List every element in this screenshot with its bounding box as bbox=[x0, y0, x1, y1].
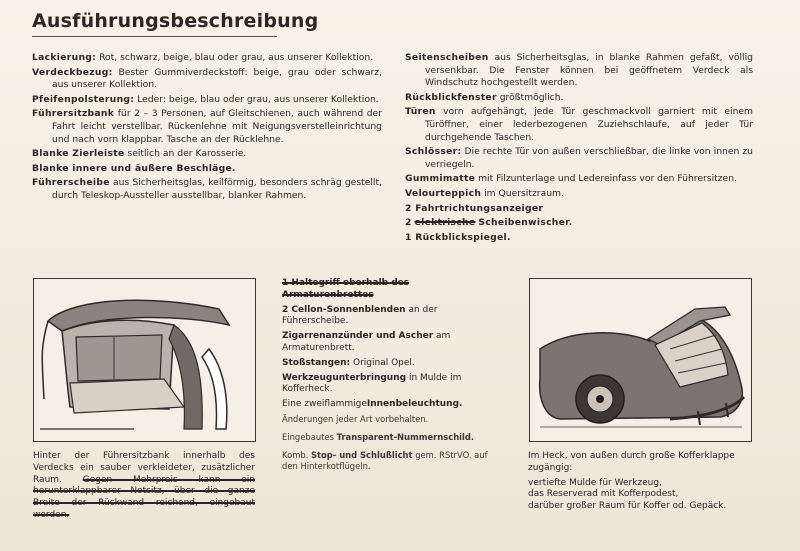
spec-tueren: Türen vorn aufgehängt, jede Tür geschmackvoll garniert mit einem Türöffner, einer lederbezogenen Zuziehschlaufe, auf jeder Tür durchgehende Taschen. bbox=[405, 106, 753, 143]
title-underline bbox=[32, 36, 277, 37]
spec-zierleiste: Blanke Zierleiste seitlich an der Karosserie. bbox=[32, 148, 247, 160]
left-caption: Hinter der Führersitzbank innerhalb des Verdecks ein sauber verkleideter, zusätzlicher Raum. Gegen Mehrpreis kann ein herunterklappbarer Notsitz, über die ganze Breite der Rückwand reichend, eingebaut werden. bbox=[33, 451, 255, 520]
car-trunk-open-illustration-icon bbox=[530, 279, 751, 441]
spec-nummernschild: Eingebautes Transparent-Nummernschild. bbox=[282, 431, 475, 442]
spec-velourteppich: Velourteppich im Quersitzraum. bbox=[405, 187, 564, 199]
struck-notsitz-note: Gegen Mehrpreis kann ein herunterklappbarer Notsitz, über die ganze Breite der Rückwand reichend, eingebaut werden. bbox=[33, 474, 255, 520]
spec-stossstangen: Stoßstangen: Original Opel. bbox=[282, 357, 415, 368]
car-interior-rear-seat-illustration-icon bbox=[34, 279, 255, 441]
middle-spec-column bbox=[282, 278, 494, 476]
spec-werkzeug: Werkzeugunterbringung in Mulde im Kofferheck. bbox=[282, 372, 462, 395]
spec-gummimatte: Gummimatte mit Filzunterlage und Ledereinfass vor den Führersitzen. bbox=[405, 173, 737, 185]
spec-fahrtrichtungsanzeiger: 2 Fahrtrichtungsanzeiger bbox=[405, 202, 544, 214]
right-spec-column bbox=[405, 52, 753, 246]
car-interior-illustration bbox=[33, 278, 256, 442]
struck-word: elektrische bbox=[414, 217, 476, 229]
spec-fuehrerscheibe: Führerscheibe aus Sicherheitsglas, keilförmig, besonders schräg gestellt, durch Teleskop-Aussteller ausstellbar, blanker Rahmen. bbox=[32, 177, 383, 201]
spec-rueckblickspiegel: 1 Rückblickspiegel. bbox=[405, 231, 511, 243]
left-spec-column bbox=[32, 52, 382, 205]
spec-sonnenblenden: 2 Cellon-Sonnenblenden an der Führerscheibe. bbox=[282, 304, 438, 327]
changes-note: Änderungen jeder Art vorbehalten. bbox=[282, 413, 429, 424]
car-trunk-illustration bbox=[529, 278, 752, 442]
spec-innenbeleuchtung: Eine zweiflammigeInnenbeleuchtung. bbox=[282, 399, 463, 410]
spec-scheibenwischer: 2 elektrische Scheibenwischer. bbox=[405, 217, 573, 229]
spec-seitenscheiben: Seitenscheiben aus Sicherheitsglas, in blanke Rahmen gefaßt, völlig versenkbar. Die Fenster können bei geöffnetem Verdeck als Windschutz hochgestellt werden. bbox=[405, 52, 753, 89]
spec-zigarrenanzuender: Zigarrenanzünder und Ascher am Armaturenbrett. bbox=[282, 331, 451, 353]
struck-haltegriff: 1 Haltegriff oberhalb des Armaturenbrettes bbox=[282, 278, 410, 300]
right-caption: Im Heck, von außen durch große Kofferklappe zugängig: vertiefte Mulde für Werkzeug, das Reserverad mit Kofferpodest, darüber großer Raum für Koffer od. Gepäck. bbox=[528, 451, 735, 512]
spec-rueckblickfenster: Rückblickfenster größtmöglich. bbox=[405, 91, 564, 103]
page-title: Ausführungsbeschreibung bbox=[32, 10, 319, 32]
spec-fuehrersitzbank: Führersitzbank für 2 – 3 Personen, auf Gleitschienen, auch während der Fahrt leicht verstellbar. Rückenlehne mit Neigungsverstelleinrichtung und nach vorn klappbar. Tasche an der Rücklehne. bbox=[32, 108, 382, 145]
spec-stopplicht: Komb. Stop- und Schlußlicht gem. RStrVO. auf den Hinterkotflügeln. bbox=[282, 449, 488, 472]
spec-lackierung: Lackierung: Rot, schwarz, beige, blau oder grau, aus unserer Kollektion. bbox=[32, 52, 374, 63]
spec-beschlaege: Blanke innere und äußere Beschläge. bbox=[32, 162, 236, 174]
spec-verdeckbezug: Verdeckbezug: Bester Gummiverdeckstoff: beige, grau oder schwarz, aus unserer Kollektion. bbox=[32, 66, 382, 91]
spec-pfeifenpolsterung: Pfeifenpolsterung: Leder: beige, blau oder grau, aus unserer Kollektion. bbox=[32, 93, 379, 105]
spec-schloesser: Schlösser: Die rechte Tür von außen verschließbar, die linke von innen zu verriegeln. bbox=[405, 146, 753, 170]
